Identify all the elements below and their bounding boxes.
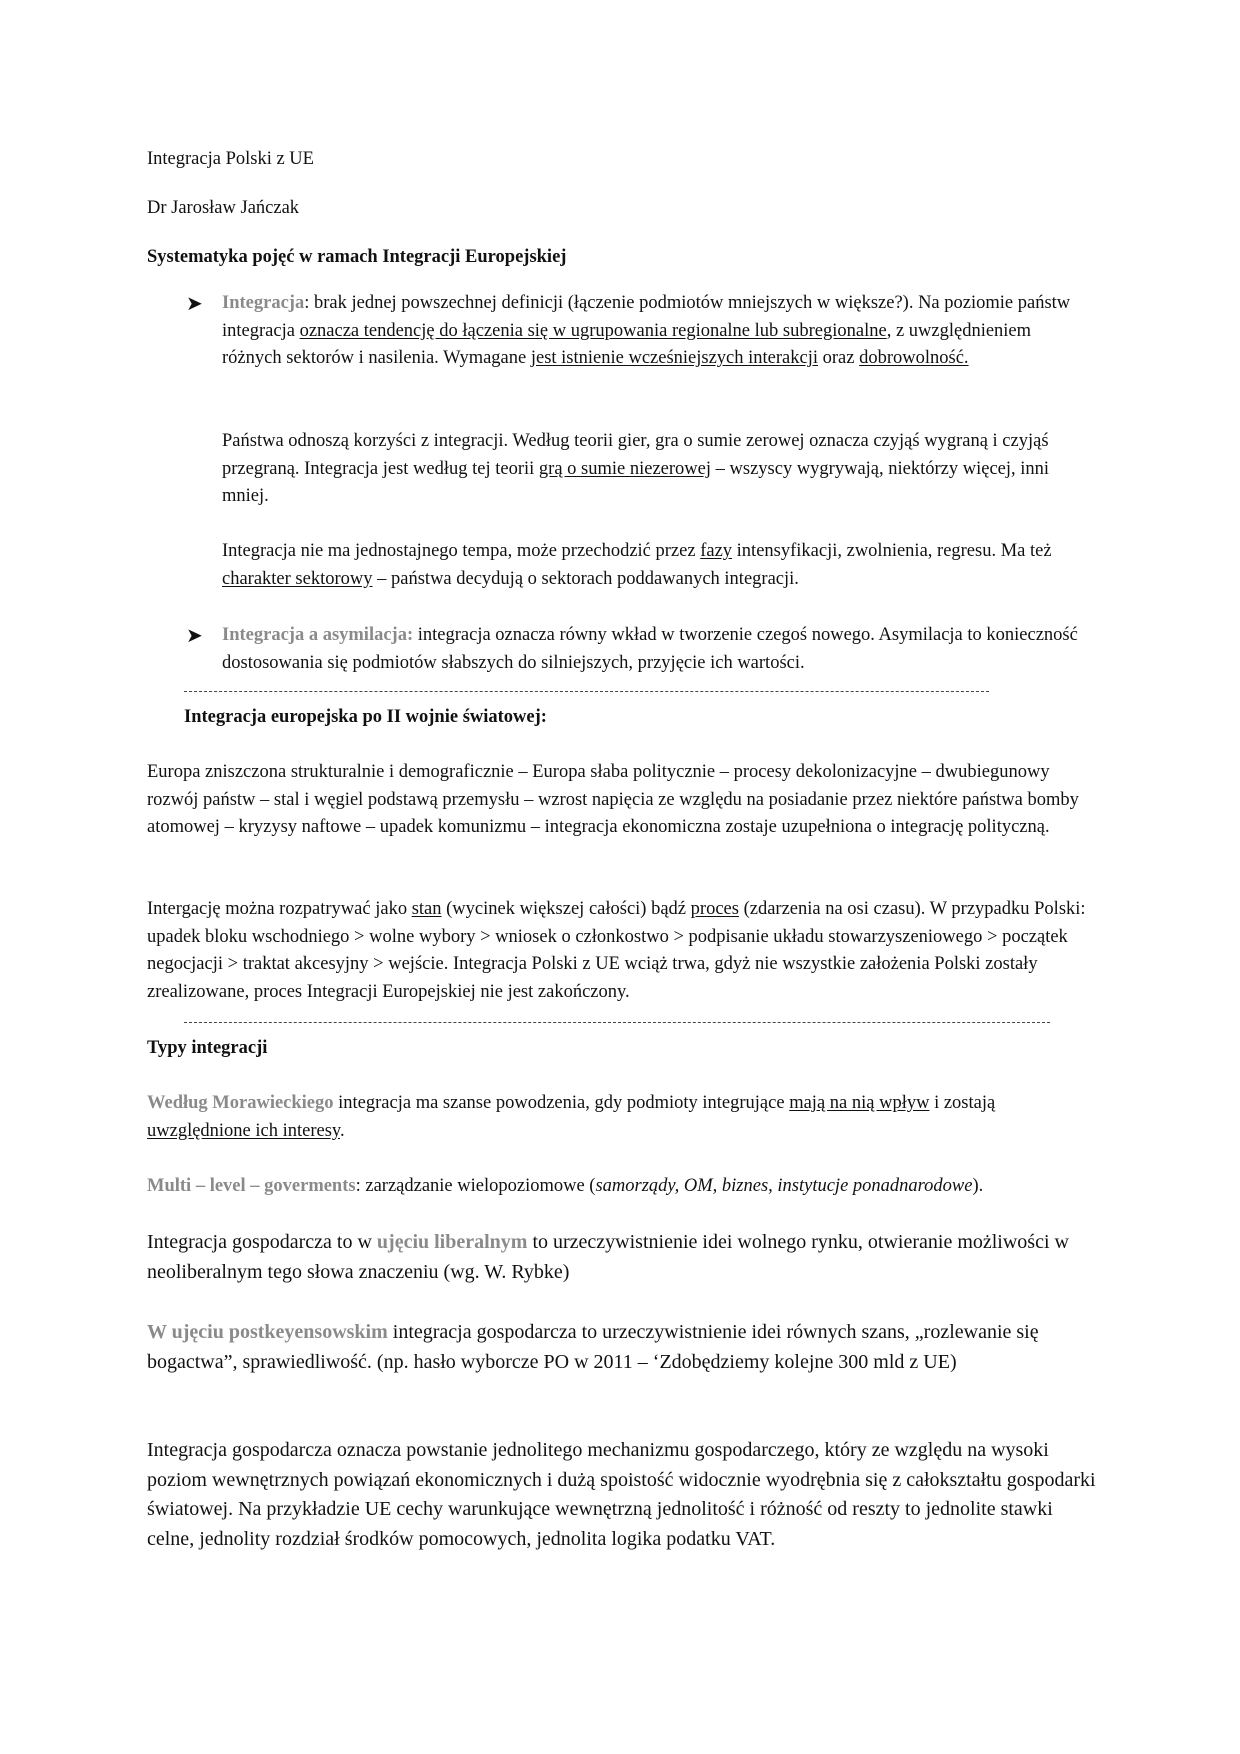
text-span: i zostają — [929, 1093, 996, 1113]
heading-systematyka-text: Systematyka pojęć w ramach Integracji Europejskiej — [147, 247, 567, 267]
paragraph-mechanizm: Integracja gospodarcza oznacza powstanie jednolitego mechanizmu gospodarczego, który ze względu na wysoki poziom wewnętrznych powiązań ekonomicznych i dużą spoistość widocznie wyodrębnia się z całokształtu gospodarki światowej. Na przykładzie UE cechy warunkujące wewnętrzną jednolitość i różność od reszty to jednolite stawki celne, jednolity rozdział środków pomocowych, jednolita logika podatku VAT. — [147, 1439, 1096, 1550]
paragraph-tempo — [222, 538, 1087, 593]
text-span: : brak jednej powszechnej definicji (łączenie podmiotów mniejszych w większe?). Na poziomie państw integracja — [222, 293, 1071, 341]
underlined-text: uwzględnione ich interesy — [147, 1120, 340, 1141]
underlined-text: grą o sumie niezerowej — [538, 458, 712, 479]
text-span: integracja ma szanse powodzenia, gdy podmioty integrujące — [333, 1093, 790, 1113]
underlined-text: charakter sektorowy — [222, 568, 373, 589]
paragraph-stan-proces — [147, 896, 1097, 1006]
bullet-arrow-icon: ➤ — [186, 623, 203, 647]
text-span: to urzeczywistnienie idei wolnego rynku, otwieranie możliwości w neoliberalnym tego słowa znaczeniu (wg. W. Rybke) — [147, 1231, 1069, 1283]
paragraph-postkeyensowski — [147, 1318, 1097, 1377]
text-span: – państwa decydują o sektorach poddawanych integracji. — [372, 568, 799, 589]
text-span: – wszyscy wygrywają, niektórzy więcej, inni mniej. — [222, 458, 1050, 506]
term-morawiecki: Według Morawieckiego — [147, 1093, 334, 1113]
bullet-asymilacja — [222, 622, 1087, 677]
bullet-arrow-icon: ➤ — [186, 291, 203, 315]
term-liberalny: ujęciu liberalnym — [376, 1231, 528, 1253]
heading-po-wojnie-text: Integracja europejska po II wojnie światowej: — [184, 707, 547, 727]
text-span: (wycinek większej całości) bądź — [441, 899, 691, 919]
paragraph-liberalny — [147, 1228, 1097, 1287]
heading-typy — [147, 1035, 1097, 1063]
underlined-text: oznacza tendencję do łączenia się w ugrupowania regionalne lub subregionalne — [299, 320, 887, 341]
term-integracja: Integracja — [222, 293, 305, 313]
bullet-integracja — [222, 290, 1087, 373]
paragraph-morawiecki — [147, 1090, 1097, 1145]
text-span: ). — [972, 1176, 984, 1196]
term-asymilacja: Integracja a asymilacja: — [222, 625, 414, 645]
paragraph-europa: Europa zniszczona strukturalnie i demograficznie – Europa słaba politycznie – procesy dekolonizacyjne – dwubiegunowy rozwój państw – stal i węgiel podstawą przemysłu – wzrost napięcia ze względu na posiadanie przez niektóre państwa bomby atomowej – kryzysy naftowe – upadek komunizmu – integracja ekonomiczna zostaje uzupełniona o integrację polityczną. — [147, 762, 1079, 837]
text-span: integracja gospodarcza to urzeczywistnienie idei równych szans, „rozlewanie się bogactwa”, sprawiedliwość. (np. hasło wyborcze PO w 2011 – ‘Zdobędziemy kolejne 300 mld z UE) — [147, 1321, 1039, 1373]
text-span: intensyfikacji, zwolnienia, regresu. Ma też — [732, 541, 1052, 561]
underlined-text: mają na nią wpływ — [789, 1093, 930, 1113]
underlined-text: dobrowolność. — [859, 348, 969, 368]
text-span: Państwa odnoszą korzyści z integracji. Według teorii gier, gra o sumie zerowej oznacza czyjąś wygraną i czyjąś przegraną. Integracja jest według tej teorii — [222, 431, 1049, 479]
underlined-text: proces — [690, 899, 739, 919]
paragraph-multi-level — [147, 1173, 1097, 1201]
heading-po-wojnie — [184, 704, 1134, 732]
text-span: Intergację można rozpatrywać jako — [147, 899, 412, 919]
heading-systematyka — [147, 244, 1097, 272]
underlined-text: fazy — [700, 541, 733, 561]
doc-title: Integracja Polski z UE — [147, 149, 314, 169]
underlined-text: jest istnienie wcześniejszych interakcji — [530, 348, 819, 368]
italic-text: samorządy, OM, biznes, instytucje ponadnarodowe — [595, 1176, 973, 1196]
text-span: integracja oznacza równy wkład w tworzenie czegoś nowego. Asymilacja to konieczność dostosowania się podmiotów słabszych do silniejszych, przyjęcie ich wartości. — [222, 625, 1078, 673]
term-multi-level: Multi – level – goverments — [147, 1176, 356, 1196]
paragraph-korzysci — [222, 428, 1087, 511]
text-span: : zarządzanie wielopoziomowe ( — [355, 1176, 596, 1196]
text-span: . — [340, 1120, 345, 1141]
text-span: Integracja gospodarcza to w — [147, 1231, 377, 1253]
doc-author: Dr Jarosław Jańczak — [147, 198, 300, 218]
text-span: (zdarzenia na osi czasu). W przypadku Polski: upadek bloku wschodniego > wolne wybory > wniosek o członkostwo > podpisanie układu stowarzyszeniowego > początek negocjacji > traktat akcesyjny > wejście. Integracja Polski z UE wciąż trwa, gdyż nie wszystkie założenia Polski zostały zrealizowane, proces Integracji Europejskiej nie jest zakończony. — [147, 899, 1086, 1002]
text-span: Integracja nie ma jednostajnego tempa, może przechodzić przez — [222, 541, 701, 561]
heading-typy-text: Typy integracji — [147, 1038, 268, 1058]
text-span: , z uwzględnieniem różnych sektorów i nasilenia. Wymagane — [222, 320, 1032, 368]
term-postkeyensowski: W ujęciu postkeyensowskim — [147, 1321, 388, 1343]
divider-line — [184, 691, 989, 692]
divider-line — [184, 1022, 1050, 1023]
underlined-text: stan — [411, 899, 442, 919]
text-span: oraz — [818, 348, 860, 368]
